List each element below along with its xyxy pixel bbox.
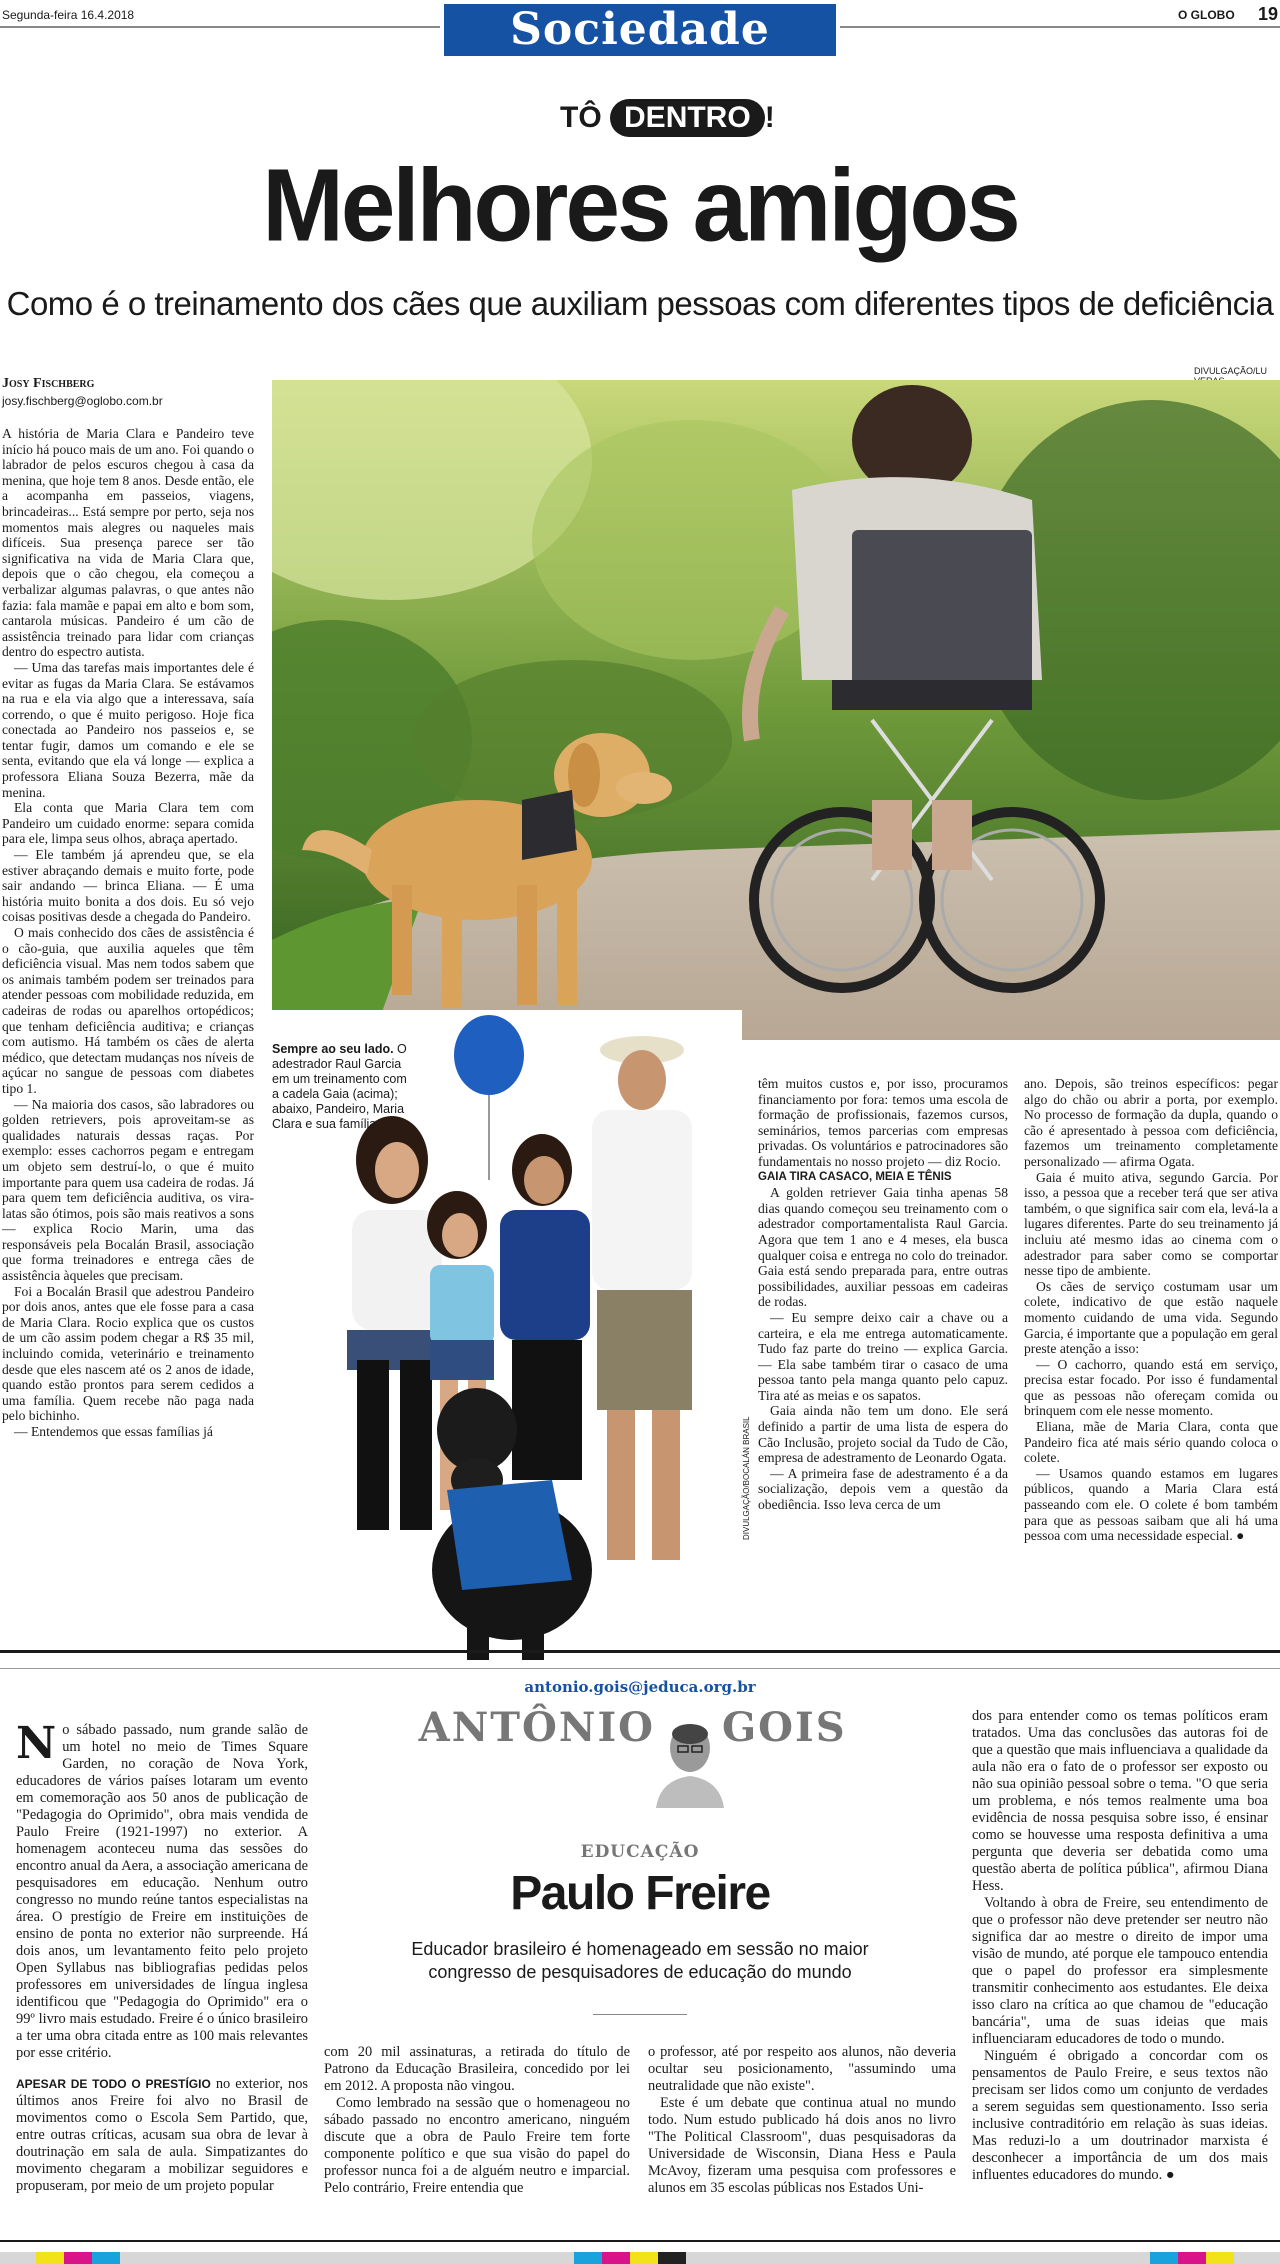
section-divider: [0, 1650, 1280, 1653]
kicker-part-3: !: [764, 101, 775, 134]
registration-swatch: [1150, 2252, 1178, 2264]
registration-swatch: [92, 2252, 120, 2264]
column-paragraph: Voltando à obra de Freire, seu entendimento de que o professor não deve pretender ser neutro não significa dar ao mestre o direito de impor uma visão de mundo, até porque ele tampouco entendia que o papel do professor era simplesmente transmitir conhecimento aos estudantes. Ele deixa isso claro na crítica ao que chamou de "educação bancária", uma de suas ideias que mais influenciaram educadores de todo o mundo.: [972, 1895, 1268, 2047]
article-paragraph: O mais conhecido dos cães de assistência é o cão-guia, que auxilia aqueles que têm deficiência visual. Mas nem todos sabem que os animais também podem ser treinados para atender pessoas com mobilidade reduzida, em cadeiras de rodas ou aparelhos ortopédicos; que tenham deficiência auditiva; e crianças com autismo. Há também os cães de alerta médico, que detectam mudanças nos níveis de açúcar no sangue de pessoas com diabetes tipo 1.: [2, 925, 254, 1096]
column-paragraph-text: o sábado passado, num grande salão de um hotel no meio de Times Square Garden, no coração de Nova York, educadores de vários países lotaram um evento em comemoração aos 50 anos de publicação de "Pedagogia do Oprimido", obra mais vendida de Paulo Freire (1921-1997) no exterior. A homenagem aconteceu numa das sessões do encontro anual da Aera, a associação americana de pesquisadores em educação. Nenhum outro congresso no mundo reúne tantos especialistas na área. O prestígio de Freire em instituições de ensino de ponta no exterior não surpreende. Há dois anos, um levantamento feito pelo projeto Open Syllabus nas bibliografias pedidas pelos professores em universidades de língua inglesa identificou que "Pedagogia do Oprimido" era o 99º livro mais estudado. Freire é o único brasileiro a ter uma obra citada entre as 100 mais relevantes por esse critério.: [16, 1722, 308, 2061]
photo-credit-top: DIVULGAÇÃO/LU: [1194, 366, 1268, 376]
column-lead-in: APESAR DE TODO O PRESTÍGIO: [16, 2077, 211, 2091]
photo-caption-text: O adestrador Raul Garcia em um treinamento com a cadela Gaia (acima); abaixo, Pandeiro, Maria Clara e sua família: [272, 1042, 407, 1131]
article-paragraph: — Eu sempre deixo cair a chave ou a carteira, e ela me entrega automaticamente. Tudo faz parte do treino — explica Garcia. — Ela sabe também tirar o casaco de uma pessoa tanto pela manga quanto pelo capuz. Tira até as meias e os sapatos.: [758, 1309, 1008, 1403]
column-paragraph: Este é um debate que continua atual no mundo todo. Num estudo publicado há dois anos no livro "The Political Classroom", duas pesquisadoras da Universidade de Wisconsin, Diana Hess e Paula McAvoy, fizeram uma pesquisa com professores e alunos em 35 escolas públicas nos Estados Uni-: [648, 2095, 956, 2196]
top-photo-illustration: [272, 380, 1280, 1040]
column-paragraph: com 20 mil assinaturas, a retirada do título de Patrono da Educação Brasileira, concedido por lei em 2012. A proposta não vingou.: [324, 2044, 630, 2094]
registration-swatch: [574, 2252, 602, 2264]
byline-email: josy.fischberg@oglobo.com.br: [2, 394, 163, 408]
column-paragraph: Ninguém é obrigado a concordar com os pensamentos de Paulo Freire, e seus textos não precisam ser lidos como um conjunto de verdades a serem seguidas sem questionamento. Isso seria inclusive contraditório em relação às suas ideias. Mas reduzi-lo a um doutrinador marxista é desconhecer a importância de um dos mais influentes educadores do mundo. ●: [972, 2048, 1268, 2183]
article-paragraph: — Na maioria dos casos, são labradores ou golden retrievers, pois aproveitam-se as qualidades naturais dessas raças. Por exemplo: esses cachorros pegam e entregam um objeto sem destruí-lo, o que é muito importante para quem usa cadeira de rodas. Já para quem tem deficiência auditiva, os vira-latas são ótimos, pois são mais reativos a sons — explica Rocio Marin, uma das responsáveis pela Bocalán Brasil, associação que forma treinadores e entrega cães de assistência àqueles que precisam.: [2, 1096, 254, 1284]
section-title: Sociedade: [510, 4, 770, 55]
bottom-rule: [0, 2240, 1280, 2242]
article-paragraph: A história de Maria Clara e Pandeiro teve início há pouco mais de um ano. Foi quando o labrador de pelos escuros chegou à casa da menina, que hoje tem 8 anos. Desde então, ele a acompanha em passeios, viagens, brincadeiras... Está sempre por perto, seja nos momentos mais alegres ou naqueles mais difíceis. Sua presença parece ser tão significativa na vida de Maria Clara que, depois que o cão chegou, ela começou a verbalizar algumas palavras, o que antes não fazia: fala mamãe e papai em alto e bom som, cantarola músicas. Pandeiro é um cão de assistência treinado para lidar com crianças dentro do espectro autista.: [2, 426, 254, 660]
column-paragraph: [16, 2076, 308, 2195]
columnist-email[interactable]: antonio.gois@jeduca.org.br: [524, 1678, 756, 1696]
column-paragraph-text: no exterior, nos últimos anos Freire foi alvo no Brasil de movimentos como o Escola Sem Partido, que, entre outras críticas, acusam sua obra de levar à doutrinação em sala de aula. Simpatizantes do movimento chegaram a mobilizar seguidores e propuseram, por meio de um projeto popular: [16, 2076, 308, 2194]
registration-swatch: [602, 2252, 630, 2264]
article-paragraph: — Uma das tarefas mais importantes dele é evitar as fugas da Maria Clara. Se estávamos na rua e ela via algo que a interessava, saía correndo, o que é muito perigoso. Hoje fica conectada ao Pandeiro nos passeios e, se tentar fugir, damos um comando e ele se senta, evitando que ela vá longe — explica a professora Eliana Souza Bezerra, mãe da menina.: [2, 659, 254, 800]
kicker: [560, 98, 775, 138]
photo-caption-title: Sempre ao seu lado.: [272, 1042, 394, 1056]
article-paragraph: Gaia ainda não tem um dono. Ele será definido a partir de uma lista de espera do Cão Inclusão, projeto social da Tudo de Cão, empresa de adestramento de Leonardo Ogata.: [758, 1403, 1008, 1466]
page-number: 19: [1258, 4, 1279, 24]
byline-name: Josy Fischberg: [2, 376, 95, 391]
column-paragraph: o professor, até por respeito aos alunos, não deveria ocultar seu posicionamento, "assumindo uma neutralidade que não existe".: [648, 2044, 956, 2094]
column-section-label: EDUCAÇÃO: [580, 1842, 700, 1862]
column-title: Paulo Freire: [510, 1867, 770, 1920]
registration-swatch: [64, 2252, 92, 2264]
subheadline: Como é o treinamento dos cães que auxiliam pessoas com diferentes tipos de deficiência: [6, 285, 1274, 322]
article-paragraph: têm muitos custos e, por isso, procuramos financiamento por fora: temos uma escola de formação de profissionais, fazemos cursos, seminários, temos parcerias com empresas privadas. Os voluntários e patrocinadores são fundamentais no nosso projeto — diz Rocio.: [758, 1076, 1008, 1169]
top-photo: [272, 380, 1280, 1040]
drop-cap: N: [16, 1722, 57, 1769]
article-column-4: [1024, 1076, 1278, 1636]
article-paragraph: Ela conta que Maria Clara tem com Pandeiro um cuidado enorme: separa comida para ele, limpa seus olhos, abraça apertado.: [2, 800, 254, 847]
registration-swatch: [36, 2252, 64, 2264]
columnist-first-name: ANTÔNIO: [418, 1704, 655, 1751]
deck-separator: [593, 2014, 687, 2015]
column-text-mid-2: [648, 2044, 956, 2240]
column-paragraph: dos para entender como os temas políticos eram tratados. Uma das conclusões das autoras foi de que a questão que mais influenciava a qualidade da aula não era o fato de o professor ser exposto ou não sua opinião pessoal sobre o tema. "O que seria um problema, e nós temos realmente uma boa evidência de nossa pesquisa sobre isso, é ensinar como se houvesse uma resposta definitiva a uma pergunta que deveria ser debatida como uma questão aberta de política pública", afirmou Diana Hess.: [972, 1708, 1268, 1894]
columnist-portrait: [650, 1718, 730, 1808]
article-paragraph: ano. Depois, são treinos específicos: pegar algo do chão ou abrir a porta, por exemplo. No processo de formação da dupla, quando o cão é apresentado à pessoa com deficiência, fazemos um treinamento completamente personalizado — afirma Ogata.: [1024, 1076, 1278, 1169]
article-paragraph: Gaia é muito ativa, segundo Garcia. Por isso, a pessoa que a receber terá que ser ativa também, o que significa sair com ela, levá-la a lugares diferentes. Parte do seu treinamento já incluiu até mesmo idas ao cinema com o adestrador para saber como se comportar nesse tipo de ambiente.: [1024, 1169, 1278, 1279]
article-paragraph: — Usamos quando estamos em lugares públicos, quando a Maria Clara está passeando com ele. O colete é bom também para que as pessoas saibam que ali há uma pessoa com uma necessidade especial. ●: [1024, 1465, 1278, 1544]
headline: Melhores amigos: [262, 147, 1018, 263]
photo-caption: [272, 1042, 412, 1132]
column-text-left: [16, 1722, 308, 2242]
article-paragraph: Eliana, mãe de Maria Clara, conta que Pandeiro fica até mais sério quando coloca o colete.: [1024, 1419, 1278, 1466]
column-paragraph: Como lembrado na sessão que o homenageou no sábado passado no encontro americano, ninguém discute que a obra de Paulo Freire tem forte componente político e que sua visão do papel do professor nunca foi a de alguém neutro e imparcial. Pelo contrário, Freire entendia que: [324, 2095, 630, 2196]
article-paragraph: — A primeira fase de adestramento é a da socialização, depois vem a questão da obediência. Isso leva cerca de um: [758, 1465, 1008, 1513]
columnist-photo: [650, 1718, 730, 1808]
issue-date: Segunda-feira 16.4.2018: [2, 8, 135, 22]
columnist-last-name: GOIS: [722, 1704, 847, 1751]
registration-swatch: [658, 2252, 686, 2264]
column-paragraph: [16, 1722, 308, 2062]
article-paragraph: — Entendemos que essas famílias já: [14, 1424, 213, 1439]
column-deck: Educador brasileiro é homenageado em sessão no maior congresso de pesquisadores de educação do mundo: [411, 1939, 869, 1982]
registration-swatch: [1178, 2252, 1206, 2264]
article-subhead: GAIA TIRA CASACO, MEIA E TÊNIS: [758, 1170, 952, 1183]
kicker-part-2: DENTRO: [610, 99, 765, 137]
kicker-part-1: TÔ: [560, 101, 602, 134]
article-paragraph: Foi a Bocalán Brasil que adestrou Pandeiro por dois anos, antes que ele fosse para a casa de Maria Clara. Rocio explica que os custos de um cão assim podem chegar a R$ 35 mil, incluindo comida, veterinário e treinamento desde que eles nascem até os 2 anos de idade, quando estão prontos para serem cedidos a uma família. Quem recebe não paga nada pelo bichinho.: [2, 1283, 254, 1424]
newspaper-logo: O GLOBO: [1178, 8, 1235, 22]
article-paragraph: Os cães de serviço costumam usar um colete, indicativo de que estão naquele momento cuidando de uma vida. Segundo Garcia, é importante que a população em geral preste atenção a isso:: [1024, 1278, 1278, 1357]
photo-credit-bottom: DIVULGAÇÃO/BOCALÁN BRASIL: [742, 1416, 751, 1540]
registration-swatch: [1206, 2252, 1234, 2264]
column-text-right: [972, 1708, 1268, 2240]
article-paragraph: A golden retriever Gaia tinha apenas 58 dias quando começou seu treinamento com o adestrador comportamentalista Raul Garcia. Agora que tem 1 ano e 4 meses, ela busca qualquer coisa e entrega no colo do treinador. Gaia está sendo preparada para, entre outras possibilidades, auxiliar pessoas em cadeiras de rodas.: [758, 1185, 1008, 1310]
registration-swatch: [630, 2252, 658, 2264]
article-paragraph: — Ele também já aprendeu que, se ela estiver abraçando demais e muito forte, pode sair andando — brinca Eliana. — É uma história muito bonita a dos dois. Eu só vejo coisas positivas desde a chegada do Pandeiro.: [2, 847, 254, 925]
column-box-top: [0, 1668, 1280, 1669]
column-text-mid-1: [324, 2044, 630, 2240]
article-column-3: [758, 1076, 1008, 1636]
article-column-1: [2, 426, 254, 1634]
article-paragraph: — O cachorro, quando está em serviço, precisa estar focado. Por isso é fundamental que as pessoas não ofereçam comida ou brinquem com ele nesse momento.: [1024, 1356, 1278, 1419]
